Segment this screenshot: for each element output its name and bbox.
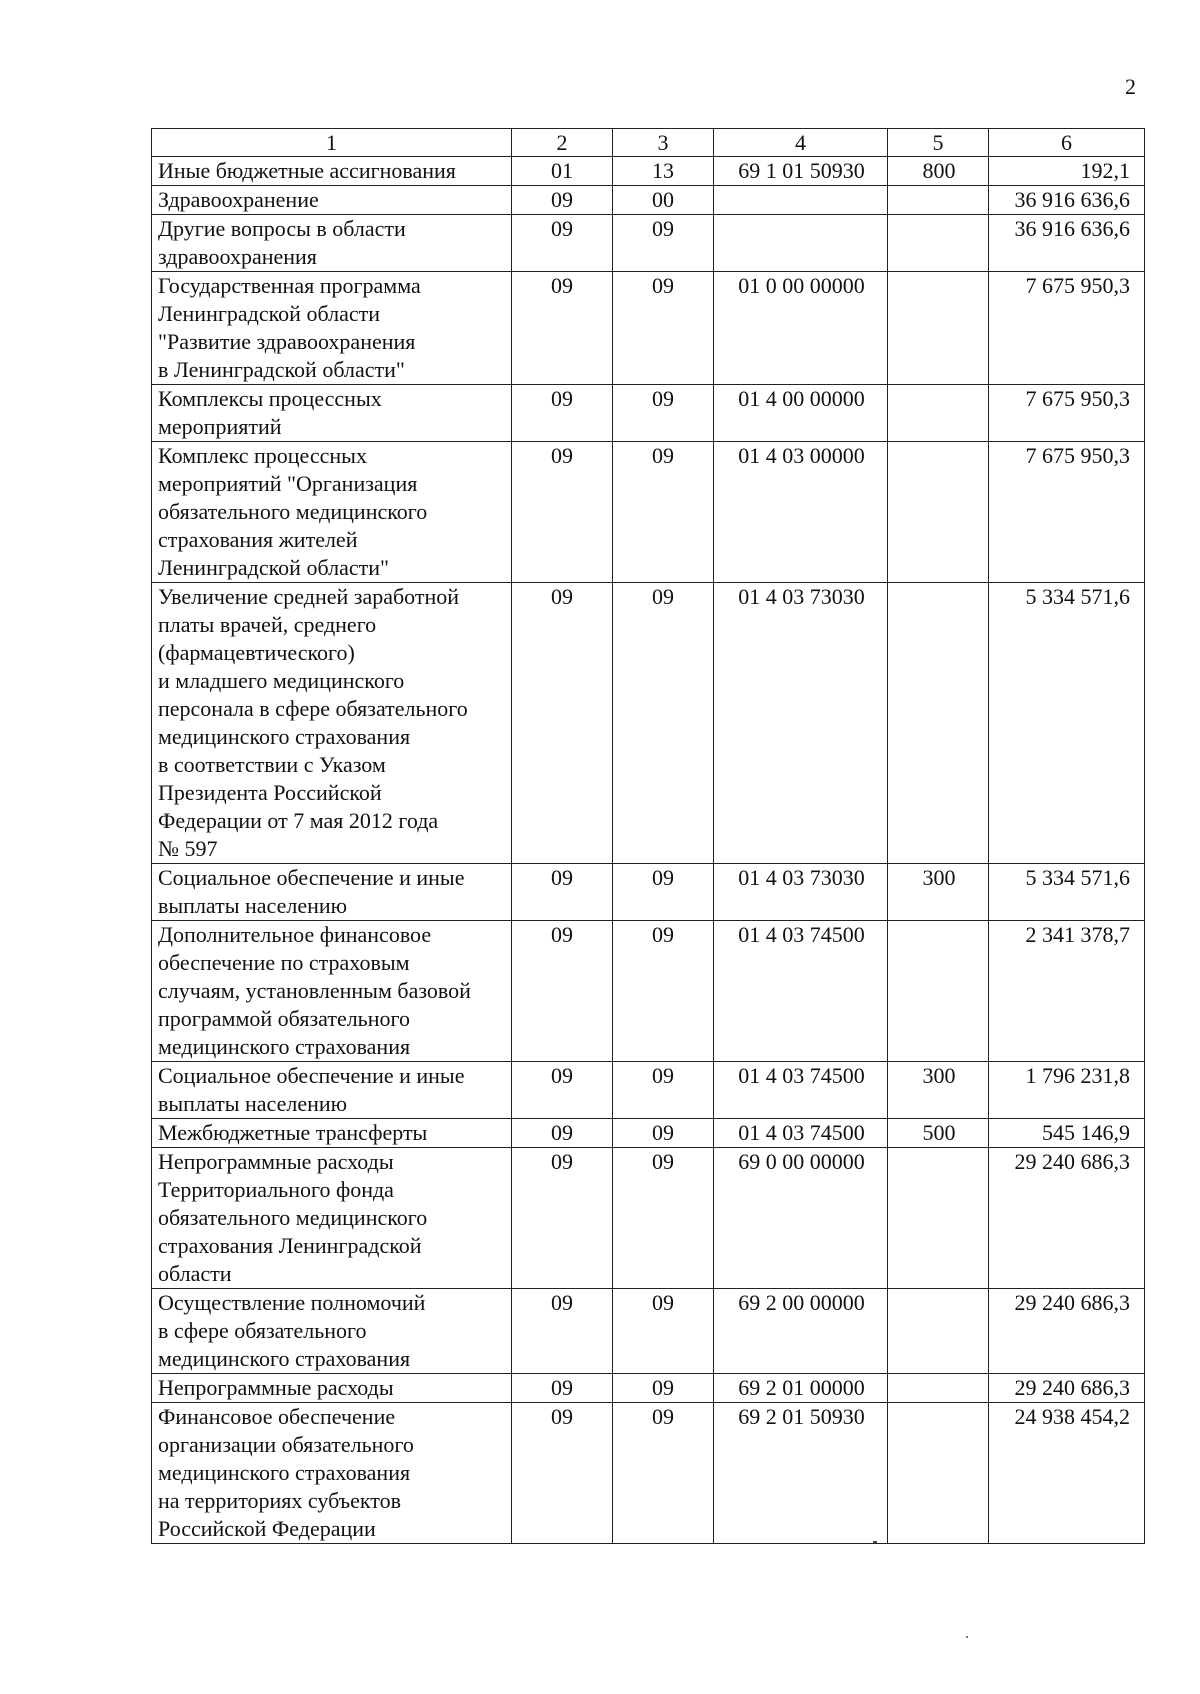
- cell-subsection: 09: [613, 921, 714, 1062]
- table-row: [152, 1289, 1145, 1374]
- cell-subsection: 09: [613, 1374, 714, 1403]
- cell-section: 09: [512, 1062, 613, 1119]
- table-row: [152, 215, 1145, 272]
- table-row: [152, 157, 1145, 186]
- cell-section: 09: [512, 1289, 613, 1374]
- cell-amount: 29 240 686,3: [989, 1148, 1145, 1289]
- cell-expense-type: [888, 1148, 989, 1289]
- cell-amount: 5 334 571,6: [989, 583, 1145, 864]
- cell-name-line: Непрограммные расходы: [158, 1149, 394, 1174]
- cell-name: [152, 921, 512, 1062]
- cell-name-line: страхования жителей: [158, 527, 358, 552]
- column-header: 5: [888, 129, 989, 157]
- cell-amount: 36 916 636,6: [989, 186, 1145, 215]
- column-header: 3: [613, 129, 714, 157]
- cell-name-line: Российской Федерации: [158, 1516, 376, 1541]
- cell-name: [152, 1289, 512, 1374]
- cell-target-article: [714, 186, 888, 215]
- cell-subsection: 09: [613, 1119, 714, 1148]
- cell-section: 09: [512, 215, 613, 272]
- cell-name-line: Дополнительное финансовое: [158, 922, 432, 947]
- cell-name: [152, 272, 512, 385]
- cell-name: [152, 864, 512, 921]
- cell-expense-type: [888, 583, 989, 864]
- column-header: 6: [989, 129, 1145, 157]
- budget-table: [151, 128, 1145, 1544]
- cell-section: 01: [512, 157, 613, 186]
- cell-name-line: Комплексы процессных: [158, 386, 382, 411]
- cell-name: [152, 442, 512, 583]
- cell-name-line: медицинского страхования: [158, 1034, 411, 1059]
- cell-name-line: № 597: [158, 836, 218, 861]
- cell-expense-type: [888, 1289, 989, 1374]
- table-row: [152, 864, 1145, 921]
- table-row: [152, 921, 1145, 1062]
- cell-expense-type: [888, 1374, 989, 1403]
- cell-name-line: Финансовое обеспечение: [158, 1404, 396, 1429]
- cell-target-article: 01 4 03 74500: [714, 1119, 888, 1148]
- cell-name-line: Ленинградской области: [158, 301, 380, 326]
- cell-name: [152, 1119, 512, 1148]
- cell-name-line: (фармацевтического): [158, 640, 355, 665]
- cell-subsection: 09: [613, 215, 714, 272]
- scan-artifact: [873, 1541, 877, 1543]
- table-row: [152, 1119, 1145, 1148]
- cell-name-line: обязательного медицинского: [158, 499, 428, 524]
- cell-name-line: в соответствии с Указом: [158, 752, 386, 777]
- cell-name-line: Социальное обеспечение и иные: [158, 865, 465, 890]
- cell-target-article: 01 4 03 00000: [714, 442, 888, 583]
- cell-name-line: Федерации от 7 мая 2012 года: [158, 808, 439, 833]
- table-header-row: [152, 129, 1145, 157]
- cell-amount: 7 675 950,3: [989, 272, 1145, 385]
- cell-section: 09: [512, 385, 613, 442]
- cell-name: [152, 385, 512, 442]
- cell-name-line: на территориях субъектов: [158, 1488, 401, 1513]
- table-row: [152, 1403, 1145, 1544]
- cell-subsection: 09: [613, 1403, 714, 1544]
- cell-section: 09: [512, 186, 613, 215]
- cell-name-line: медицинского страхования: [158, 1460, 411, 1485]
- column-header: 2: [512, 129, 613, 157]
- cell-name-line: медицинского страхования: [158, 724, 411, 749]
- cell-name: [152, 1062, 512, 1119]
- table-row: [152, 186, 1145, 215]
- table-row: [152, 1374, 1145, 1403]
- cell-target-article: 01 0 00 00000: [714, 272, 888, 385]
- cell-section: 09: [512, 1374, 613, 1403]
- cell-name-line: Иные бюджетные ассигнования: [158, 158, 456, 183]
- cell-amount: 7 675 950,3: [989, 385, 1145, 442]
- cell-name: [152, 1374, 512, 1403]
- cell-target-article: 69 2 00 00000: [714, 1289, 888, 1374]
- cell-name-line: в Ленинградской области": [158, 357, 405, 382]
- cell-section: 09: [512, 442, 613, 583]
- cell-expense-type: [888, 215, 989, 272]
- cell-name-line: программой обязательного: [158, 1006, 410, 1031]
- cell-name-line: здравоохранения: [158, 244, 317, 269]
- table-row: [152, 583, 1145, 864]
- cell-target-article: 69 0 00 00000: [714, 1148, 888, 1289]
- cell-name-line: области: [158, 1261, 232, 1286]
- cell-section: 09: [512, 583, 613, 864]
- cell-target-article: 69 2 01 00000: [714, 1374, 888, 1403]
- cell-name-line: Другие вопросы в области: [158, 216, 406, 241]
- cell-amount: 36 916 636,6: [989, 215, 1145, 272]
- table-row: [152, 272, 1145, 385]
- cell-name-line: Территориального фонда: [158, 1177, 394, 1202]
- cell-name-line: Увеличение средней заработной: [158, 584, 460, 609]
- cell-subsection: 09: [613, 272, 714, 385]
- cell-amount: 192,1: [989, 157, 1145, 186]
- cell-name: [152, 1148, 512, 1289]
- cell-subsection: 09: [613, 442, 714, 583]
- cell-name: [152, 215, 512, 272]
- cell-name-line: мероприятий "Организация: [158, 471, 418, 496]
- cell-amount: 29 240 686,3: [989, 1289, 1145, 1374]
- cell-name-line: Здравоохранение: [158, 187, 319, 212]
- cell-amount: 24 938 454,2: [989, 1403, 1145, 1544]
- cell-subsection: 13: [613, 157, 714, 186]
- cell-expense-type: 300: [888, 1062, 989, 1119]
- table-row: [152, 1148, 1145, 1289]
- cell-subsection: 09: [613, 1148, 714, 1289]
- cell-amount: 29 240 686,3: [989, 1374, 1145, 1403]
- cell-name-line: Непрограммные расходы: [158, 1375, 394, 1400]
- cell-subsection: 09: [613, 864, 714, 921]
- cell-target-article: 01 4 00 00000: [714, 385, 888, 442]
- cell-name-line: Государственная программа: [158, 273, 421, 298]
- cell-subsection: 09: [613, 385, 714, 442]
- cell-section: 09: [512, 921, 613, 1062]
- cell-target-article: 69 2 01 50930: [714, 1403, 888, 1544]
- column-header: 1: [152, 129, 512, 157]
- cell-section: 09: [512, 864, 613, 921]
- cell-name-line: Осуществление полномочий: [158, 1290, 426, 1315]
- cell-name-line: обеспечение по страховым: [158, 950, 410, 975]
- cell-expense-type: 800: [888, 157, 989, 186]
- cell-name-line: мероприятий: [158, 414, 282, 439]
- table-row: [152, 385, 1145, 442]
- cell-target-article: 01 4 03 74500: [714, 1062, 888, 1119]
- cell-name-line: Комплекс процессных: [158, 443, 367, 468]
- cell-name-line: Ленинградской области": [158, 555, 389, 580]
- table-row: [152, 442, 1145, 583]
- cell-name-line: и младшего медицинского: [158, 668, 405, 693]
- cell-name: [152, 186, 512, 215]
- cell-expense-type: [888, 442, 989, 583]
- cell-subsection: 00: [613, 186, 714, 215]
- cell-amount: 2 341 378,7: [989, 921, 1145, 1062]
- cell-amount: 7 675 950,3: [989, 442, 1145, 583]
- cell-target-article: 01 4 03 73030: [714, 864, 888, 921]
- cell-expense-type: [888, 1403, 989, 1544]
- cell-section: 09: [512, 1148, 613, 1289]
- cell-section: 09: [512, 1119, 613, 1148]
- cell-amount: 5 334 571,6: [989, 864, 1145, 921]
- cell-target-article: 01 4 03 73030: [714, 583, 888, 864]
- cell-name-line: выплаты населению: [158, 893, 348, 918]
- scan-artifact: [966, 1636, 968, 1638]
- cell-name-line: медицинского страхования: [158, 1346, 411, 1371]
- cell-expense-type: 300: [888, 864, 989, 921]
- cell-section: 09: [512, 1403, 613, 1544]
- cell-subsection: 09: [613, 1062, 714, 1119]
- cell-amount: 1 796 231,8: [989, 1062, 1145, 1119]
- cell-name-line: персонала в сфере обязательного: [158, 696, 468, 721]
- cell-expense-type: 500: [888, 1119, 989, 1148]
- column-header: 4: [714, 129, 888, 157]
- table-row: [152, 1062, 1145, 1119]
- cell-name-line: организации обязательного: [158, 1432, 414, 1457]
- cell-name-line: Президента Российской: [158, 780, 382, 805]
- cell-expense-type: [888, 272, 989, 385]
- page-number: 2: [1125, 74, 1136, 99]
- cell-name: [152, 1403, 512, 1544]
- cell-name-line: случаям, установленным базовой: [158, 978, 471, 1003]
- cell-subsection: 09: [613, 583, 714, 864]
- cell-name-line: выплаты населению: [158, 1091, 348, 1116]
- cell-name-line: в сфере обязательного: [158, 1318, 367, 1343]
- cell-expense-type: [888, 385, 989, 442]
- cell-target-article: [714, 215, 888, 272]
- cell-name: [152, 157, 512, 186]
- cell-name-line: платы врачей, среднего: [158, 612, 377, 637]
- cell-target-article: 69 1 01 50930: [714, 157, 888, 186]
- cell-name-line: страхования Ленинградской: [158, 1233, 422, 1258]
- cell-section: 09: [512, 272, 613, 385]
- cell-name-line: Социальное обеспечение и иные: [158, 1063, 465, 1088]
- cell-name-line: обязательного медицинского: [158, 1205, 428, 1230]
- cell-expense-type: [888, 186, 989, 215]
- cell-amount: 545 146,9: [989, 1119, 1145, 1148]
- cell-name-line: Межбюджетные трансферты: [158, 1120, 428, 1145]
- cell-name: [152, 583, 512, 864]
- cell-target-article: 01 4 03 74500: [714, 921, 888, 1062]
- cell-expense-type: [888, 921, 989, 1062]
- cell-subsection: 09: [613, 1289, 714, 1374]
- cell-name-line: "Развитие здравоохранения: [158, 329, 416, 354]
